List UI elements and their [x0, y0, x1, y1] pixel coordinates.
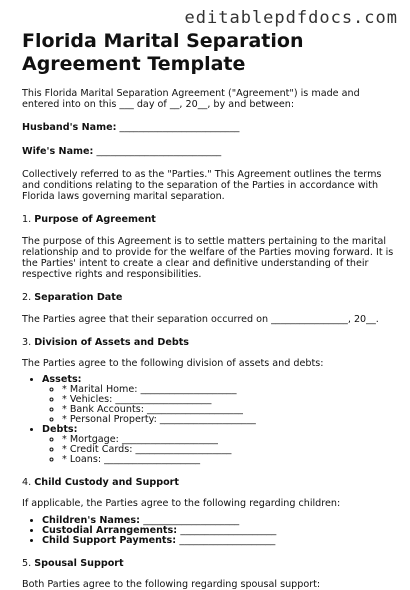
- section-title: Child Custody and Support: [34, 477, 179, 489]
- intro-paragraph: This Florida Marital Separation Agreement ("Agreement") is made and entered into on this ___ day of __, 20__, by and between:: [22, 88, 360, 111]
- collective-paragraph: Collectively referred to as the "Parties." This Agreement outlines the terms and conditions relating to the separation of the Parties in accordance with Florida laws governing marital separation.: [22, 168, 382, 203]
- section-body-purpose: The purpose of this Agreement is to settle matters pertaining to the marital relationship and to provide for the welfare of the Parties moving forward. It is the Parties' intent to create a clear and definitive understanding of their respective rights and responsibilities.: [22, 235, 394, 281]
- section-body-separation-date: The Parties agree that their separation occurred on ________________, 20__.: [22, 313, 379, 325]
- section-body-child-custody: If applicable, the Parties agree to the following regarding children:: [22, 498, 341, 510]
- list-item: ◦ * Marital Home: ____________________: [62, 385, 394, 395]
- assets-label: Assets:: [42, 374, 82, 386]
- wife-name-label: Wife's Name:: [22, 145, 94, 157]
- children-names-blank: ____________________: [143, 514, 240, 526]
- wife-name-field: [22, 146, 394, 157]
- list-item: ◦ * Loans: ____________________: [62, 455, 394, 465]
- section-title: Purpose of Agreement: [34, 214, 156, 226]
- division-list: [22, 375, 394, 465]
- section-title: Separation Date: [34, 292, 123, 304]
- assets-sublist: [42, 385, 394, 425]
- watermark: editablepdfdocs.com: [184, 8, 398, 28]
- list-item: ◦ * Mortgage: ____________________: [62, 435, 394, 445]
- section-heading-division: [22, 337, 394, 348]
- list-item: [42, 536, 394, 546]
- wife-name-blank: __________________________: [96, 145, 222, 157]
- list-item: ◦ * Credit Cards: ____________________: [62, 445, 394, 455]
- list-item: ◦ * Personal Property: ____________________: [62, 415, 394, 425]
- debts-sublist: [42, 435, 394, 465]
- husband-name-blank: _________________________: [119, 122, 240, 134]
- list-item: ◦ * Vehicles: ____________________: [62, 395, 394, 405]
- child-support-label: Child Support Payments:: [42, 534, 177, 546]
- section-number: 5.: [22, 557, 32, 569]
- section-number: 4.: [22, 477, 32, 489]
- child-support-blank: ____________________: [179, 534, 276, 546]
- section-heading-child-custody: [22, 477, 394, 488]
- section-number: 3.: [22, 336, 32, 348]
- section-body-division: The Parties agree to the following division of assets and debts:: [22, 358, 324, 370]
- custodial-arrangements-blank: ____________________: [180, 524, 277, 536]
- debts-item: [42, 425, 394, 465]
- section-body-spousal-support: Both Parties agree to the following regarding spousal support:: [22, 578, 321, 590]
- section-number: 2.: [22, 292, 32, 304]
- section-heading-spousal-support: [22, 558, 394, 569]
- husband-name-label: Husband's Name:: [22, 122, 117, 134]
- section-title: Division of Assets and Debts: [34, 336, 190, 348]
- custodial-arrangements-label: Custodial Arrangements:: [42, 524, 178, 536]
- list-item: ◦ * Bank Accounts: ____________________: [62, 405, 394, 415]
- children-names-label: Children's Names:: [42, 514, 140, 526]
- section-title: Spousal Support: [34, 557, 124, 569]
- section-heading-separation-date: [22, 292, 394, 303]
- section-number: 1.: [22, 214, 32, 226]
- assets-item: [42, 375, 394, 425]
- debts-label: Debts:: [42, 424, 78, 436]
- document: [22, 30, 394, 590]
- husband-name-field: [22, 122, 394, 133]
- document-title: Florida Marital Separation Agreement Template: [22, 30, 304, 75]
- section-heading-purpose: [22, 214, 394, 225]
